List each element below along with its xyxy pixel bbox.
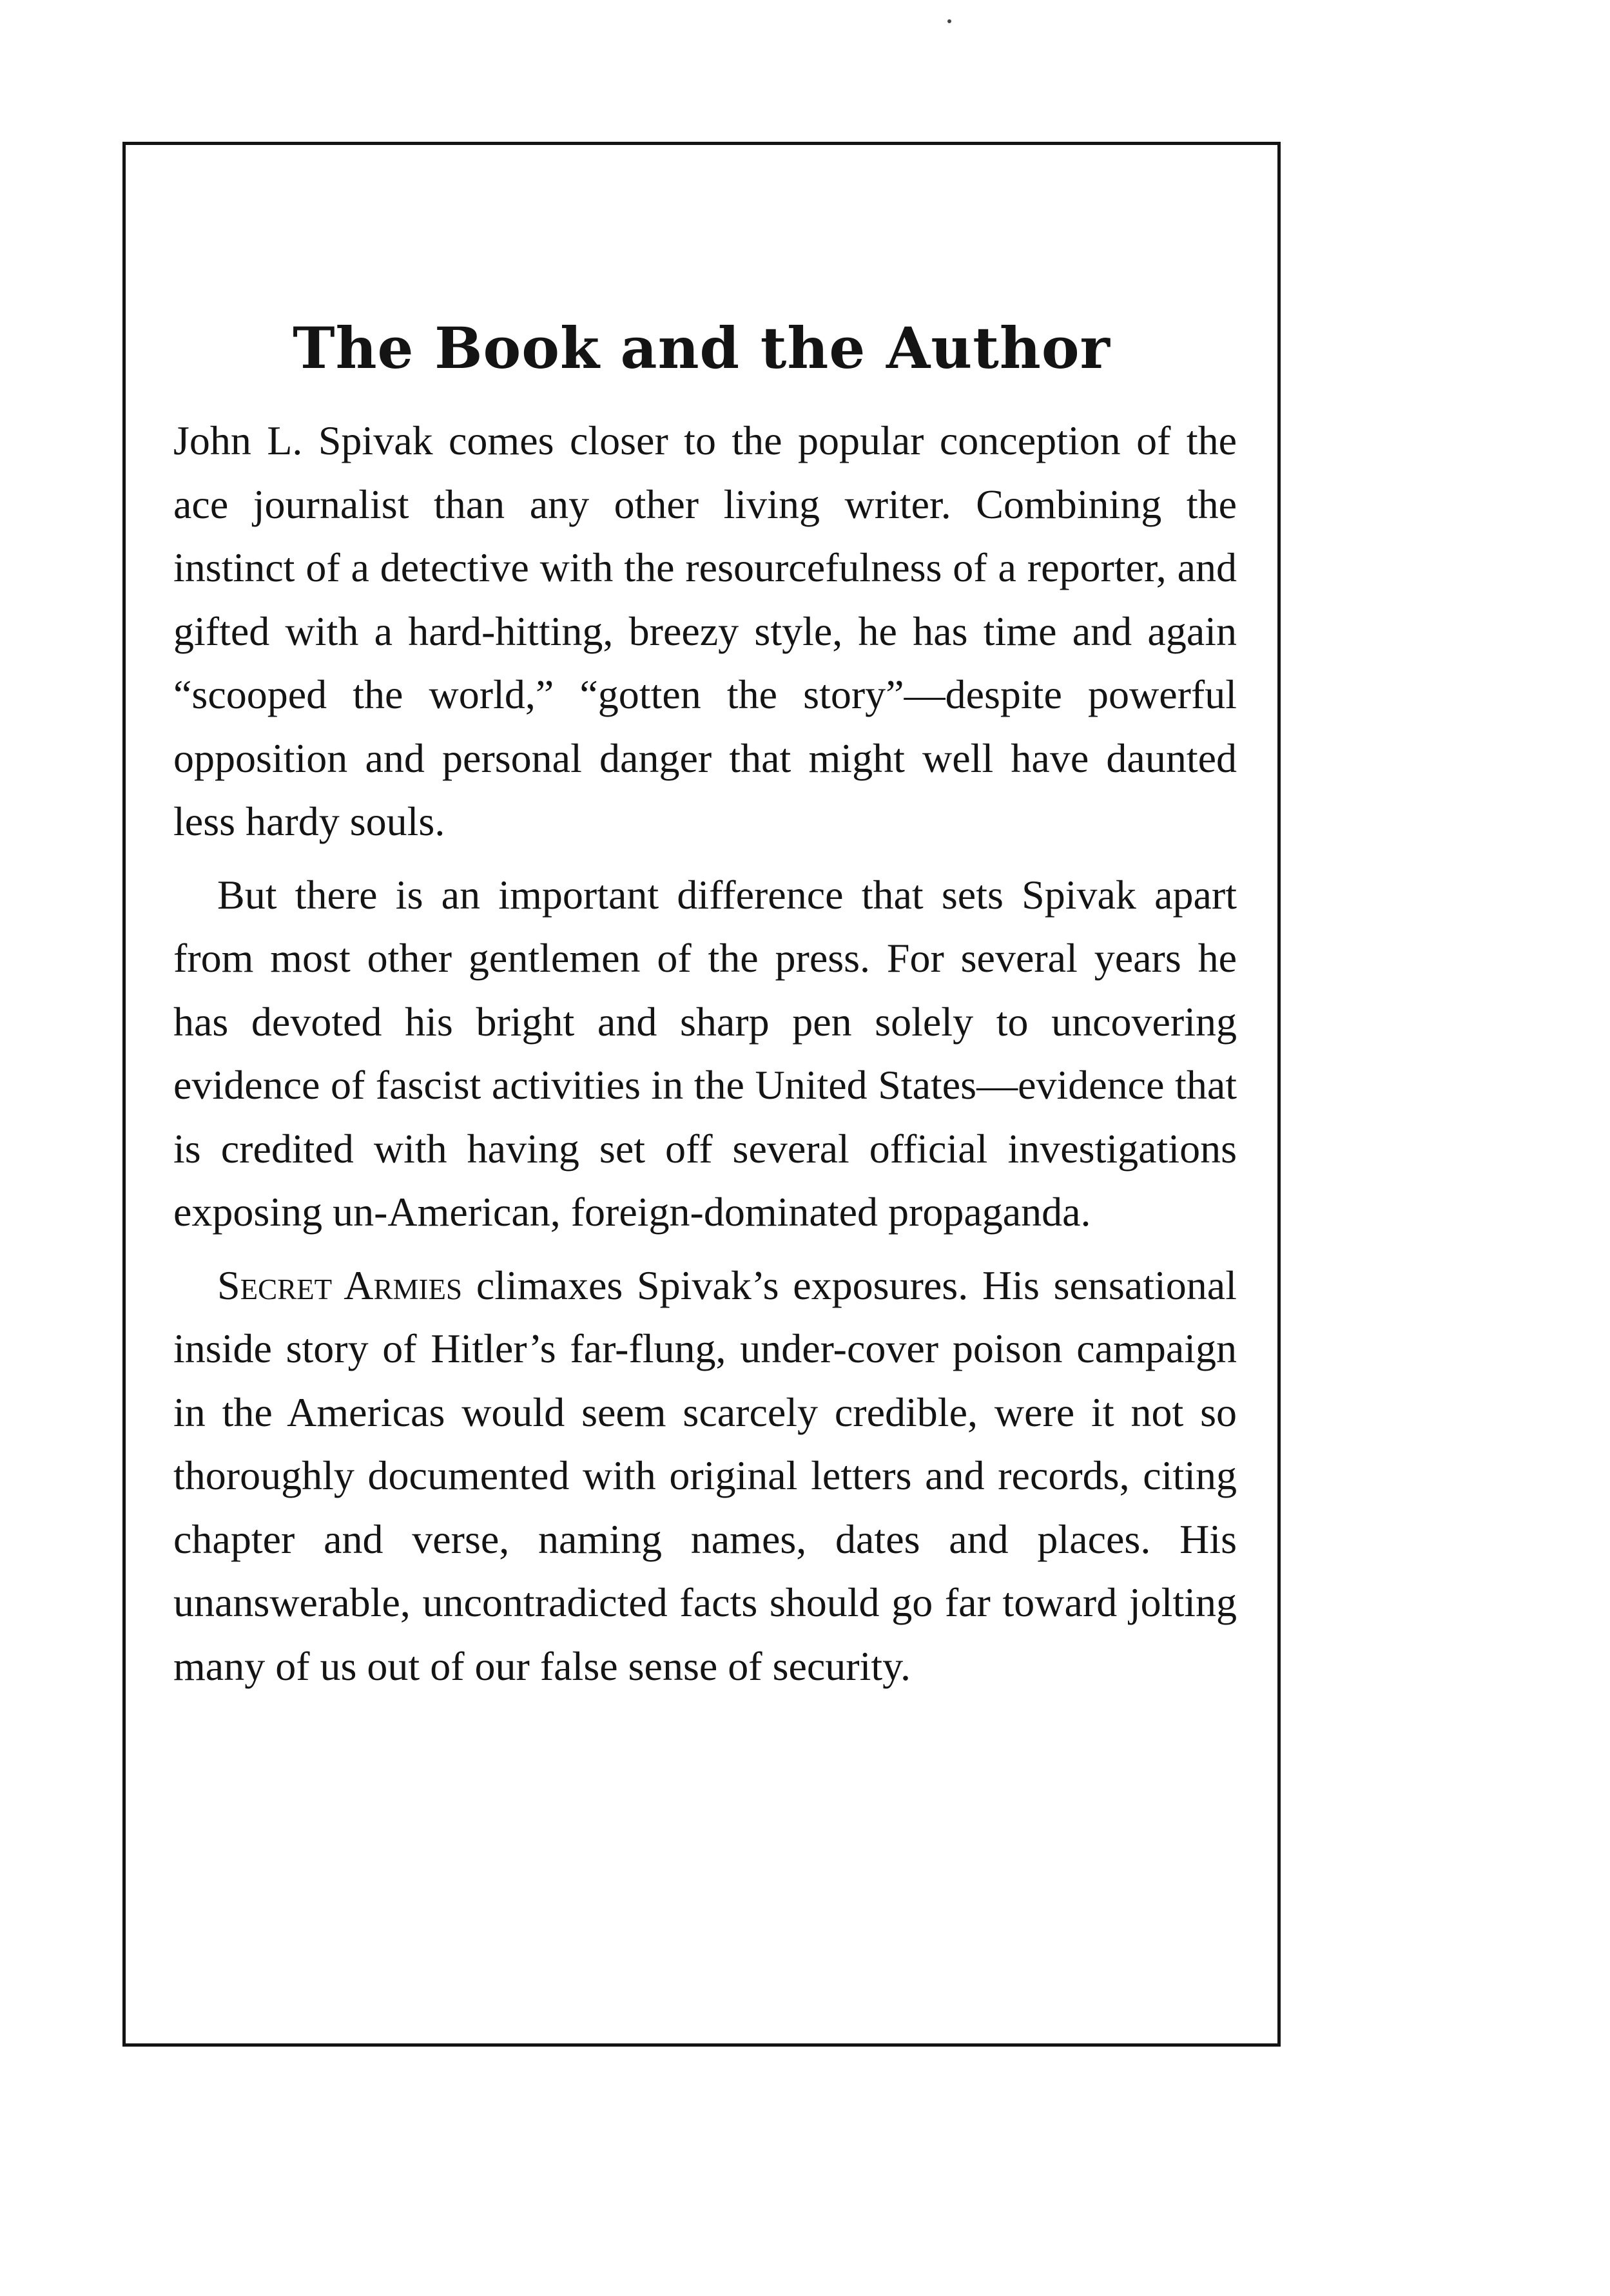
page-title: The Book and the Author: [293, 314, 1111, 381]
ink-speck: [947, 19, 951, 23]
paragraph-secret-armies: [173, 1254, 1237, 1699]
book-title: Secret Armies: [217, 1262, 463, 1308]
paragraph-secret-armies-text: climaxes Spivak’s exposures. His sensational inside story of Hitler’s far-flung, under-cover poison campaign in the Americas would seem scarcely credible, were it not so thoroughly documented with original letters and records, citing chapter and verse, naming names, dates and places. His unanswerable, uncontradicted facts should go far toward jolting many of us out of our false sense of security.: [173, 1262, 1237, 1689]
paragraph-intro: John L. Spivak comes closer to the popular conception of the ace journalist than any other living writer. Combining the instinct of a detective with the resourcefulness of a reporter, and gifted with a hard-hitting, breezy style, he has time and again “scooped the world,” “gotten the story”—despite powerful opposition and personal danger that might well have daunted less hardy souls.: [173, 418, 1237, 844]
bordered-text-box: [122, 142, 1281, 2047]
paragraph-difference: But there is an important difference that sets Spivak apart from most other gentlemen of the press. For several years he has devoted his bright and sharp pen solely to uncovering evidence of fascist activities in the United States—evidence that is credited with having set off several official investigations exposing un-American, foreign-dominated propaganda.: [173, 871, 1237, 1235]
body-text: [173, 409, 1237, 1708]
